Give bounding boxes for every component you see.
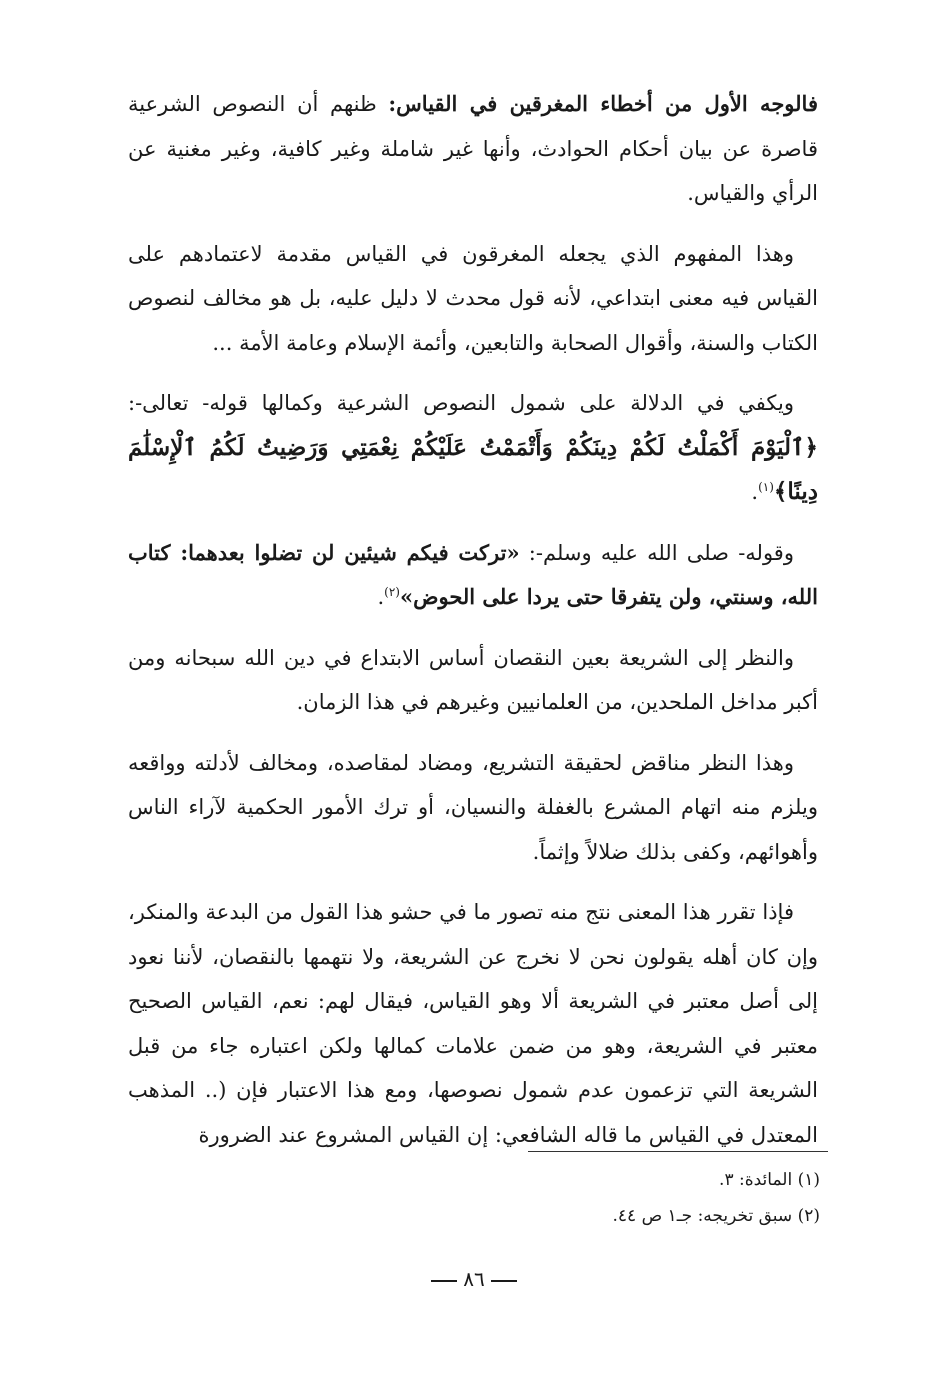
paragraph-5: والنظر إلى الشريعة بعين النقصان أساس الابتداع في دين الله سبحانه ومن أكبر مداخل الملحدين، من العلمانيين وغيرهم في هذا الزمان.	[128, 645, 818, 714]
footnotes	[430, 1162, 820, 1234]
dash-left	[491, 1280, 517, 1282]
paragraph-1	[128, 82, 818, 216]
paragraph-1-text: ظنهم أن النصوص الشرعية قاصرة عن بيان أحكام الحوادث، وأنها غير شاملة وغير كافية، وغير مغنية عن الرأي والقياس.	[128, 92, 818, 205]
paragraph-3-end: .	[751, 480, 759, 504]
paragraph-4	[128, 531, 818, 620]
paragraph-4-intro: وقوله- صلى الله عليه وسلم-:	[519, 540, 794, 565]
main-text	[128, 82, 818, 1173]
page-number-value: ٨٦	[463, 1267, 485, 1291]
paragraph-3	[128, 381, 818, 515]
page-number	[424, 1267, 524, 1291]
dash-right	[431, 1280, 457, 1282]
paragraph-3-intro: ويكفي في الدلالة على شمول النصوص الشرعية وكمالها قوله- تعالى-:	[128, 391, 794, 415]
paragraph-6: وهذا النظر مناقض لحقيقة التشريع، ومضاد لمقاصده، ومخالف لأدلته وواقعه ويلزم منه اتهام المشرع بالغفلة والنسيان، أو ترك الأمور الحكمية لآراء الناس وأهوائهم، وكفى بذلك ضلالاً وإثماً.	[128, 750, 818, 864]
paragraph-4-end: .	[377, 585, 385, 609]
paragraph-7: فإذا تقرر هذا المعنى نتج منه تصور ما في حشو هذا القول من البدعة والمنكر، وإن كان أهله يقولون نحن لا نخرج عن الشريعة، ولا نتهمها بالنقصان، لأننا نعود إلى أصل معتبر في الشريعة ألا وهو القياس، فيقال لهم: نعم، القياس الصحيح معتبر في الشريعة، وهو من ضمن علامات كمالها ولكن اعتباره جاء من قبل الشريعة التي تزعمون عدم شمول نصوصها، ومع هذا الاعتبار فإن (.. المذهب المعتدل في القياس ما قاله الشافعي: إن القياس المشروع عند الضرورة	[128, 900, 818, 1147]
hadith-quote: «تركت فيكم شيئين لن تضلوا بعدهما: كتاب الله، وسنتي، ولن يتفرقا حتى يردا على الحوض»	[128, 539, 818, 609]
quran-verse: ﴿ٱلْيَوْمَ أَكْمَلْتُ لَكُمْ دِينَكُمْ وَأَتْمَمْتُ عَلَيْكُمْ نِعْمَتِي وَرَضِيتُ لَكُمُ ٱلْإِسْلَٰمَ دِينًا﴾	[128, 433, 818, 505]
footnote-2: (٢) سبق تخريجه: جـ١ ص ٤٤.	[612, 1206, 820, 1226]
footnote-1: (١) المائدة: ٣.	[719, 1170, 820, 1190]
footnote-divider	[528, 1151, 828, 1152]
paragraph-2: وهذا المفهوم الذي يجعله المغرقون في القياس مقدمة لاعتمادهم على القياس فيه معنى ابتداعي، لأنه قول محدث لا دليل عليه، بل هو مخالف لنصوص الكتاب والسنة، وأقوال الصحابة والتابعين، وأئمة الإسلام وعامة الأمة ...	[128, 241, 818, 355]
section-heading: فالوجه الأول من أخطاء المغرقين في القياس:	[388, 91, 818, 116]
footnote-ref-2: (٢)	[384, 585, 400, 599]
footnote-ref-1: (١)	[758, 480, 774, 494]
